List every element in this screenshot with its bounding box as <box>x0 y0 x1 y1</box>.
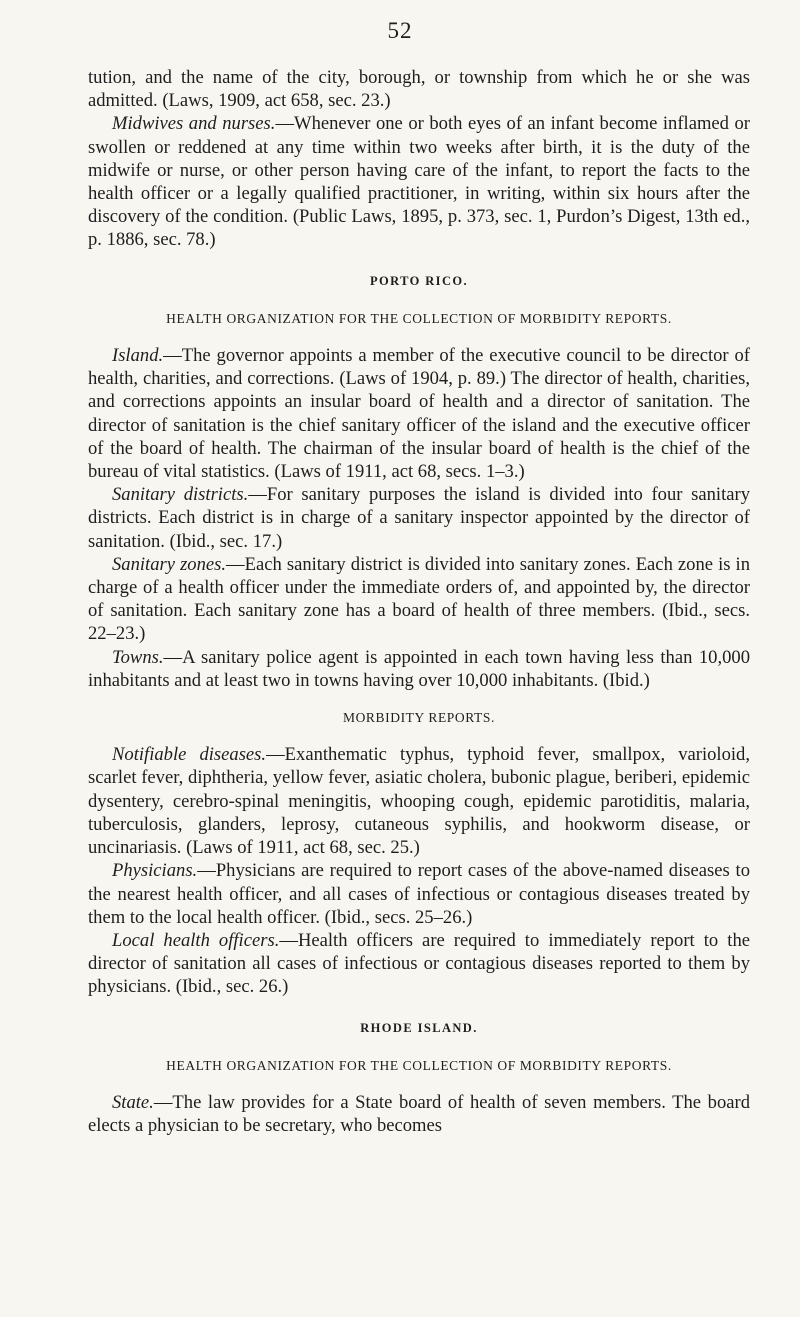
paragraph-lead: Sanitary zones. <box>112 553 227 575</box>
paragraph-lead: Midwives and nurses. <box>112 113 276 135</box>
paragraph-continuation <box>88 66 750 112</box>
paragraph-lead: Island. <box>112 345 164 367</box>
section-heading-health-organization: HEALTH ORGANIZATION FOR THE COLLECTION OF MORBIDITY REPORTS. <box>166 310 672 326</box>
paragraph-sanitary-zones <box>88 553 750 646</box>
paragraph-text: —The law provides for a State board of health of seven members. The board elects a physician to be secretary, who becomes <box>88 1091 750 1137</box>
paragraph-lead: State. <box>112 1091 154 1113</box>
paragraph-local-health-officers <box>88 929 750 999</box>
paragraph-lead: Towns. <box>112 646 164 668</box>
page-number: 52 <box>387 18 413 43</box>
paragraph-towns <box>88 646 750 692</box>
paragraph-text: —For sanitary purposes the island is divided into four sanitary districts. Each district is in charge of a sanitary inspector appointed by the director of sanitation. (Ibid., sec. 17.) <box>88 484 750 552</box>
paragraph-lead: Local health officers. <box>112 929 280 951</box>
paragraph-text: —The governor appoints a member of the executive council to be director of health, charities, and corrections. (Laws of 1904, p. 89.) The director of health, charities, and corrections appoints an insular board of health and a director of sanitation. The director of sanitation is the chief sanitary officer of the island and the executive officer of the board of health. The chairman of the insular board of health is the chief of the bureau of vital statistics. (Laws of 1911, act 68, secs. 1–3.) <box>88 345 750 483</box>
paragraph-text: —Physicians are required to report cases of the above-named diseases to the nearest health officer, and all cases of infectious or contagious diseases treated by them to the local health officer. (Ibid., secs. 25–26.) <box>88 860 750 928</box>
paragraph-island <box>88 344 750 483</box>
paragraph-lead: Physicians. <box>112 860 198 882</box>
paragraph-text: tution, and the name of the city, borough, or township from which he or she was admitted. (Laws, 1909, act 658, sec. 23.) <box>88 67 750 112</box>
paragraph-text: —Each sanitary district is divided into sanitary zones. Each zone is in charge of a health officer under the immediate orders of, and appointed by, the director of sanitation. Each sanitary zone has a board of health of three members. (Ibid., secs. 22–23.) <box>88 553 750 645</box>
paragraph-lead: Notifiable diseases. <box>112 744 267 766</box>
paragraph-lead: Sanitary districts. <box>112 484 249 506</box>
paragraph-sanitary-districts <box>88 483 750 553</box>
section-heading-health-organization: HEALTH ORGANIZATION FOR THE COLLECTION OF MORBIDITY REPORTS. <box>166 1057 672 1073</box>
paragraph-text: —Health officers are required to immediately report to the director of sanitation all cases of infectious or contagious diseases reported to them by physicians. (Ibid., sec. 26.) <box>88 929 750 998</box>
paragraph-notifiable-diseases <box>88 743 750 859</box>
paragraph-state <box>88 1091 750 1137</box>
paragraph-text: —A sanitary police agent is appointed in each town having less than 10,000 inhabitants and at least two in towns having over 10,000 inhabitants. (Ibid.) <box>88 646 750 691</box>
state-heading-rhode-island: RHODE ISLAND. <box>360 1020 478 1035</box>
paragraph-text: —Exanthematic typhus, typhoid fever, smallpox, varioloid, scarlet fever, diphtheria, yellow fever, asiatic cholera, bubonic plague, beriberi, epidemic dysentery, cerebro-spinal meningitis, whooping cough, epidemic parotiditis, malaria, tuberculosis, glanders, leprosy, cutaneous syphilis, and hookworm disease, or uncinariasis. (Laws of 1911, act 68, sec. 25.) <box>88 744 750 859</box>
paragraph-physicians <box>88 859 750 929</box>
paragraph-midwives <box>88 112 750 251</box>
state-heading-porto-rico: PORTO RICO. <box>369 273 469 288</box>
body-text <box>88 66 750 1137</box>
paragraph-text: —Whenever one or both eyes of an infant become inflamed or swollen or reddened at any time within two weeks after birth, it is the duty of the midwife or nurse, or other person having care of the infant, to report the facts to the health officer or a legally qualified practitioner, in writing, within six hours after the discovery of the condition. (Public Laws, 1895, p. 373, sec. 1, Purdon’s Digest, 13th ed., p. 1886, sec. 78.) <box>88 113 751 251</box>
section-heading-morbidity-reports: MORBIDITY REPORTS. <box>342 710 495 726</box>
